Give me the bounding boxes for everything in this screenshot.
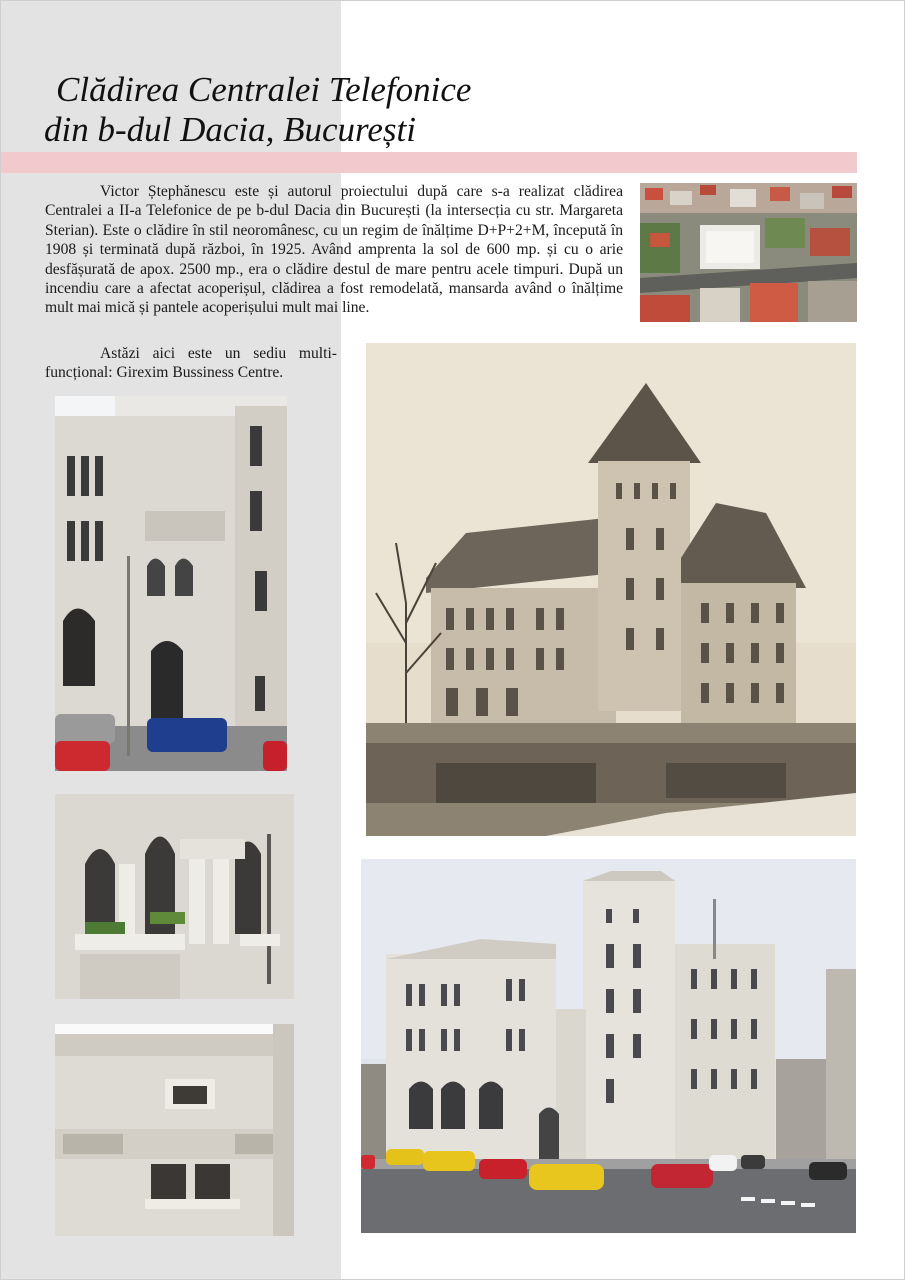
paragraph-2: Astăzi aici este un sediu multi-funcțional: Girexim Bussiness Centre. bbox=[45, 345, 337, 382]
modern-building-photo bbox=[361, 859, 856, 1233]
balcony-detail-photo bbox=[55, 794, 294, 999]
historic-photo bbox=[366, 343, 856, 836]
article-body bbox=[45, 182, 623, 318]
page-title bbox=[44, 70, 604, 150]
article-body-2 bbox=[45, 344, 337, 383]
facade-photo-left bbox=[55, 396, 287, 771]
title-line-1: Clădirea Centralei Telefonice bbox=[56, 70, 472, 109]
pink-title-band bbox=[1, 152, 857, 173]
aerial-photo bbox=[640, 183, 857, 322]
cornice-detail-photo bbox=[55, 1024, 294, 1236]
title-line-2: din b-dul Dacia, București bbox=[44, 110, 416, 149]
paragraph-1: Victor Ștephănescu este și autorul proiectului după care s-a realizat clădirea Centralei a II-a Telefonice de pe b-dul Dacia din București (la intersecția cu str. Margareta Sterian). Este o clădire în stil neoromânesc, cu un regim de înălțime D+P+2+M, începută în 1908 și terminată după război, în 1925. Având amprenta la sol de 600 mp. și cu o arie desfășurată de apox. 2500 mp., era o clădire destul de mare pentru acele timpuri. După un incendiu care a afectat acoperișul, clădirea a fost remodelată, mansarda având o înălțime mult mai mică și pantele acoperișului mult mai line. bbox=[45, 183, 623, 317]
